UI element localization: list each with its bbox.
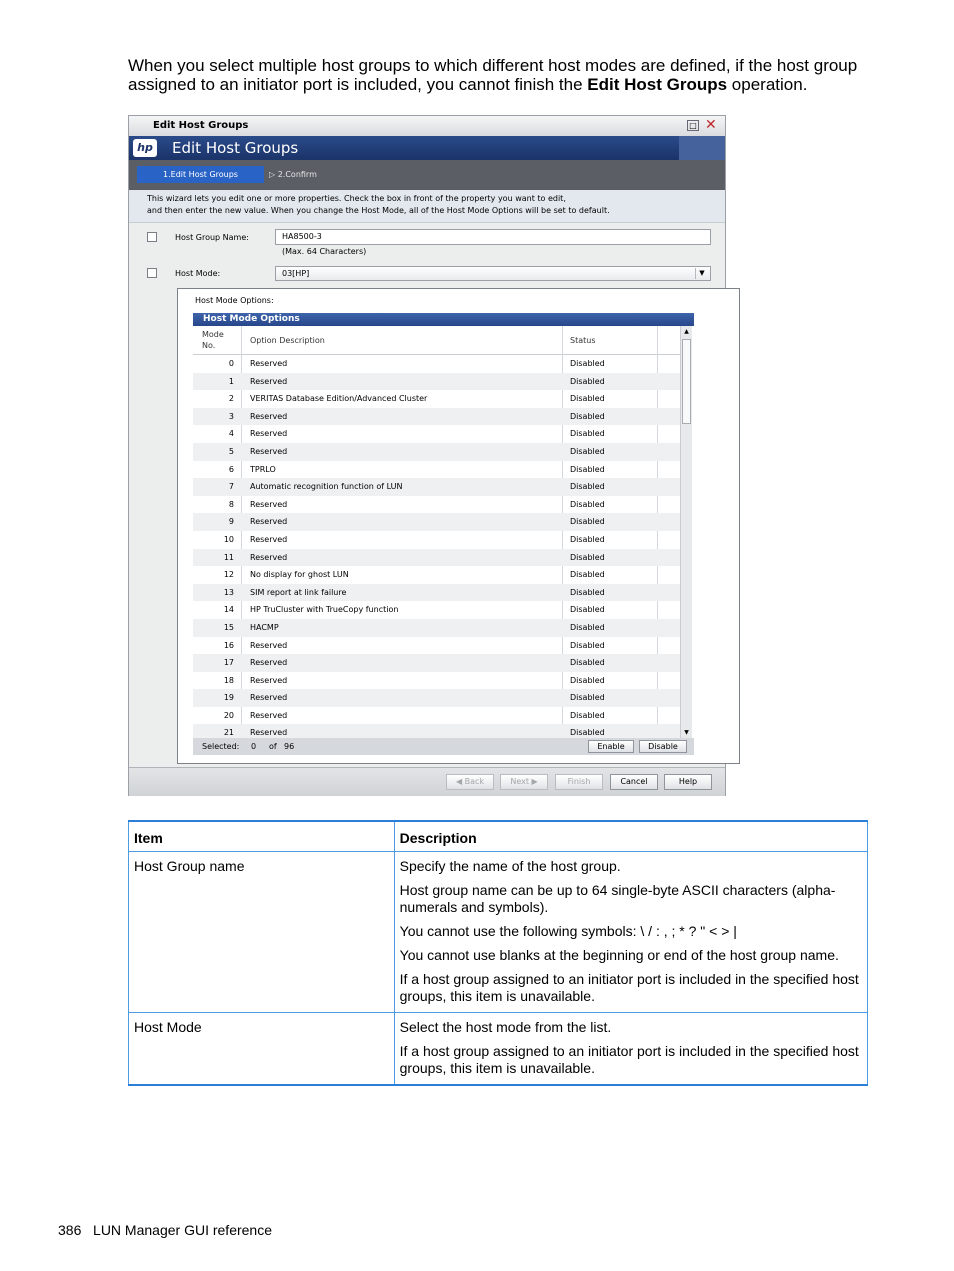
description-paragraph: If a host group assigned to an initiator port is included in the specified host groups, this item is unavailable. — [399, 971, 859, 1004]
host-mode-options-caption: Host Mode Options: — [195, 296, 274, 305]
status-cell: Disabled — [570, 622, 605, 632]
back-button[interactable] — [446, 774, 494, 790]
finish-button[interactable]: Finish — [555, 774, 603, 790]
col-status[interactable]: Status — [570, 336, 596, 345]
option-description-cell: Reserved — [250, 728, 288, 738]
mode-no-cell: 21 — [223, 728, 234, 738]
selected-label: Selected: — [202, 742, 240, 751]
host-group-name-checkbox[interactable] — [147, 232, 157, 242]
scroll-thumb[interactable] — [682, 339, 691, 424]
option-description-cell: Reserved — [250, 640, 288, 650]
mode-no-cell: 13 — [223, 587, 234, 597]
intro-paragraph — [128, 56, 873, 94]
banner-title: Edit Host Groups — [172, 139, 299, 157]
step-edit-host-groups: 1.Edit Host Groups — [137, 166, 264, 183]
mode-no-cell: 19 — [223, 693, 234, 703]
option-description-cell: TPRLO — [250, 464, 276, 474]
host-mode-select[interactable] — [275, 266, 711, 281]
option-description-cell: VERITAS Database Edition/Advanced Cluster — [250, 394, 428, 404]
close-icon[interactable]: ✕ — [705, 117, 717, 133]
table-row[interactable] — [193, 672, 680, 690]
instructions-line-2: and then enter the new value. When you change the Host Mode, all of the Host Mode Options will be set to default. — [147, 206, 610, 215]
selected-count: 0 — [251, 742, 257, 751]
description-cell — [394, 1013, 867, 1086]
table-row[interactable] — [193, 566, 680, 584]
status-cell: Disabled — [570, 429, 605, 439]
scroll-up-icon[interactable]: ▲ — [684, 328, 689, 335]
table-row[interactable] — [193, 601, 680, 619]
status-cell: Disabled — [570, 640, 605, 650]
intro-text-end: operation. — [727, 75, 808, 94]
status-cell: Disabled — [570, 710, 605, 720]
page-footer — [58, 1222, 272, 1238]
next-button[interactable] — [500, 774, 548, 790]
option-description-cell: Reserved — [250, 499, 288, 509]
table-row[interactable] — [193, 496, 680, 514]
intro-text: When you select multiple host groups to which different host modes are defined, if the host group assigned to an initiator port is included, you cannot finish the — [128, 56, 858, 94]
status-cell: Disabled — [570, 517, 605, 527]
mode-no-cell: 14 — [223, 605, 234, 615]
status-cell: Disabled — [570, 675, 605, 685]
host-group-name-label: Host Group Name: — [175, 233, 249, 242]
mode-no-cell: 5 — [228, 446, 234, 456]
status-cell: Disabled — [570, 446, 605, 456]
header-description: Description — [394, 821, 867, 852]
option-description-cell: Reserved — [250, 658, 288, 668]
window-title: Edit Host Groups — [153, 120, 249, 131]
mode-no-cell: 4 — [228, 429, 234, 439]
description-paragraph: You cannot use blanks at the beginning or end of the host group name. — [399, 947, 839, 963]
table-row[interactable] — [193, 390, 680, 408]
option-description-cell: Reserved — [250, 376, 288, 386]
mode-no-cell: 16 — [223, 640, 234, 650]
disable-button[interactable]: Disable — [639, 740, 687, 753]
option-description-cell: Reserved — [250, 359, 288, 368]
host-mode-checkbox[interactable] — [147, 268, 157, 278]
table-row[interactable] — [193, 425, 680, 443]
hp-logo-icon: hp — [133, 139, 157, 157]
mode-no-cell: 8 — [228, 499, 234, 509]
mode-no-cell: 18 — [223, 675, 234, 685]
page-number: 386 — [58, 1222, 82, 1238]
wizard-banner — [129, 136, 725, 160]
option-description-cell: No display for ghost LUN — [250, 570, 349, 580]
step-confirm — [269, 166, 317, 183]
description-cell — [394, 852, 867, 1013]
status-cell: Disabled — [570, 359, 605, 368]
next-label: Next — [510, 777, 529, 786]
option-description-cell: Reserved — [250, 429, 288, 439]
of-label: of — [269, 742, 277, 751]
table-row[interactable] — [193, 443, 680, 461]
status-cell: Disabled — [570, 693, 605, 703]
total-count: 96 — [284, 742, 295, 751]
help-button[interactable]: Help — [664, 774, 712, 790]
table-row[interactable] — [193, 373, 680, 391]
option-description-cell: Reserved — [250, 710, 288, 720]
table-row[interactable] — [193, 513, 680, 531]
intro-bold-term: Edit Host Groups — [587, 75, 728, 94]
option-description-cell: Automatic recognition function of LUN — [250, 482, 403, 492]
host-group-name-hint: (Max. 64 Characters) — [282, 247, 367, 256]
mode-no-cell: 12 — [223, 570, 234, 580]
description-paragraph: You cannot use the following symbols: \ / : , ; * ? " < > | — [399, 923, 737, 939]
status-cell: Disabled — [570, 587, 605, 597]
table-row[interactable] — [193, 689, 680, 707]
wizard-instructions — [129, 190, 725, 223]
table-row[interactable] — [193, 724, 680, 738]
step-arrow-icon: ▷ — [269, 170, 278, 179]
mode-no-cell: 3 — [228, 411, 234, 421]
window-titlebar — [129, 116, 725, 137]
col-option-description[interactable]: Option Description — [250, 336, 325, 345]
mode-no-cell: 7 — [228, 482, 234, 492]
status-cell: Disabled — [570, 499, 605, 509]
table-row[interactable] — [193, 654, 680, 672]
status-cell: Disabled — [570, 605, 605, 615]
options-table-title: Host Mode Options — [193, 313, 694, 326]
step-confirm-label: 2.Confirm — [277, 170, 317, 179]
mode-no-cell: 2 — [228, 394, 234, 404]
table-row — [129, 1013, 868, 1086]
option-description-cell: Reserved — [250, 552, 288, 562]
mode-no-cell: 20 — [223, 710, 234, 720]
table-row[interactable] — [193, 707, 680, 725]
restore-icon[interactable]: □ — [687, 120, 699, 131]
option-description-cell: Reserved — [250, 534, 288, 544]
host-group-name-input[interactable]: HA8500-3 — [275, 229, 711, 245]
cancel-button[interactable]: Cancel — [610, 774, 658, 790]
col-mode-no-line1[interactable]: Mode — [202, 330, 224, 339]
table-row[interactable] — [193, 619, 680, 637]
status-cell: Disabled — [570, 464, 605, 474]
mode-no-cell: 10 — [223, 534, 234, 544]
enable-button[interactable]: Enable — [588, 740, 634, 753]
status-cell: Disabled — [570, 728, 605, 738]
status-cell: Disabled — [570, 552, 605, 562]
col-mode-no-line2[interactable]: No. — [202, 341, 216, 350]
option-description-cell: Reserved — [250, 411, 288, 421]
option-description-cell: Reserved — [250, 517, 288, 527]
mode-no-cell: 1 — [228, 376, 234, 386]
wizard-steps — [129, 160, 725, 190]
table-row[interactable] — [193, 531, 680, 549]
item-cell: Host Mode — [129, 1013, 395, 1086]
banner-decoration — [679, 136, 725, 160]
host-mode-label: Host Mode: — [175, 269, 221, 278]
mode-no-cell: 17 — [223, 658, 234, 668]
mode-no-cell: 15 — [223, 622, 234, 632]
mode-no-cell: 0 — [228, 359, 234, 368]
host-mode-value: 03[HP] — [282, 269, 310, 278]
item-cell: Host Group name — [129, 852, 395, 1013]
status-cell: Disabled — [570, 411, 605, 421]
header-item: Item — [129, 821, 395, 852]
chevron-down-icon[interactable]: ▼ — [695, 268, 708, 279]
table-header-row — [129, 821, 868, 852]
back-label: Back — [464, 777, 485, 786]
mode-no-cell: 9 — [228, 517, 234, 527]
edit-host-groups-window — [128, 115, 726, 796]
options-scrollbar[interactable] — [680, 326, 692, 738]
option-description-cell: SIM report at link failure — [250, 587, 347, 597]
option-description-cell: Reserved — [250, 675, 288, 685]
description-paragraph: If a host group assigned to an initiator port is included in the specified host groups, this item is unavailable. — [399, 1043, 859, 1076]
mode-no-cell: 11 — [223, 552, 234, 562]
status-cell: Disabled — [570, 534, 605, 544]
table-row[interactable] — [193, 461, 680, 479]
option-description-cell: Reserved — [250, 693, 288, 703]
status-cell: Disabled — [570, 394, 605, 404]
instructions-line-1: This wizard lets you edit one or more properties. Check the box in front of the property you want to edit, — [147, 194, 566, 203]
status-cell: Disabled — [570, 570, 605, 580]
status-cell: Disabled — [570, 658, 605, 668]
options-table-rows — [193, 355, 680, 738]
options-column-headers — [193, 326, 680, 355]
table-row[interactable] — [193, 584, 680, 602]
scroll-down-icon[interactable]: ▼ — [684, 729, 689, 736]
mode-no-cell: 6 — [228, 464, 234, 474]
description-paragraph: Select the host mode from the list. — [399, 1019, 612, 1035]
back-arrow-icon: ◀ — [455, 777, 465, 786]
option-description-cell: HP TruCluster with TrueCopy function — [250, 605, 399, 615]
next-arrow-icon: ▶ — [528, 777, 538, 786]
table-row[interactable] — [193, 355, 680, 373]
description-paragraph: Specify the name of the host group. — [399, 858, 621, 874]
table-row — [129, 852, 868, 1013]
description-paragraph: Host group name can be up to 64 single-byte ASCII characters (alpha-numerals and symbols). — [399, 882, 836, 915]
table-row[interactable] — [193, 408, 680, 426]
option-description-cell: HACMP — [250, 622, 279, 632]
table-row[interactable] — [193, 549, 680, 567]
option-description-cell: Reserved — [250, 446, 288, 456]
footer-title: LUN Manager GUI reference — [93, 1222, 272, 1238]
status-cell: Disabled — [570, 482, 605, 492]
item-description-table — [128, 820, 868, 1086]
status-cell: Disabled — [570, 376, 605, 386]
table-row[interactable] — [193, 637, 680, 655]
table-row[interactable] — [193, 478, 680, 496]
